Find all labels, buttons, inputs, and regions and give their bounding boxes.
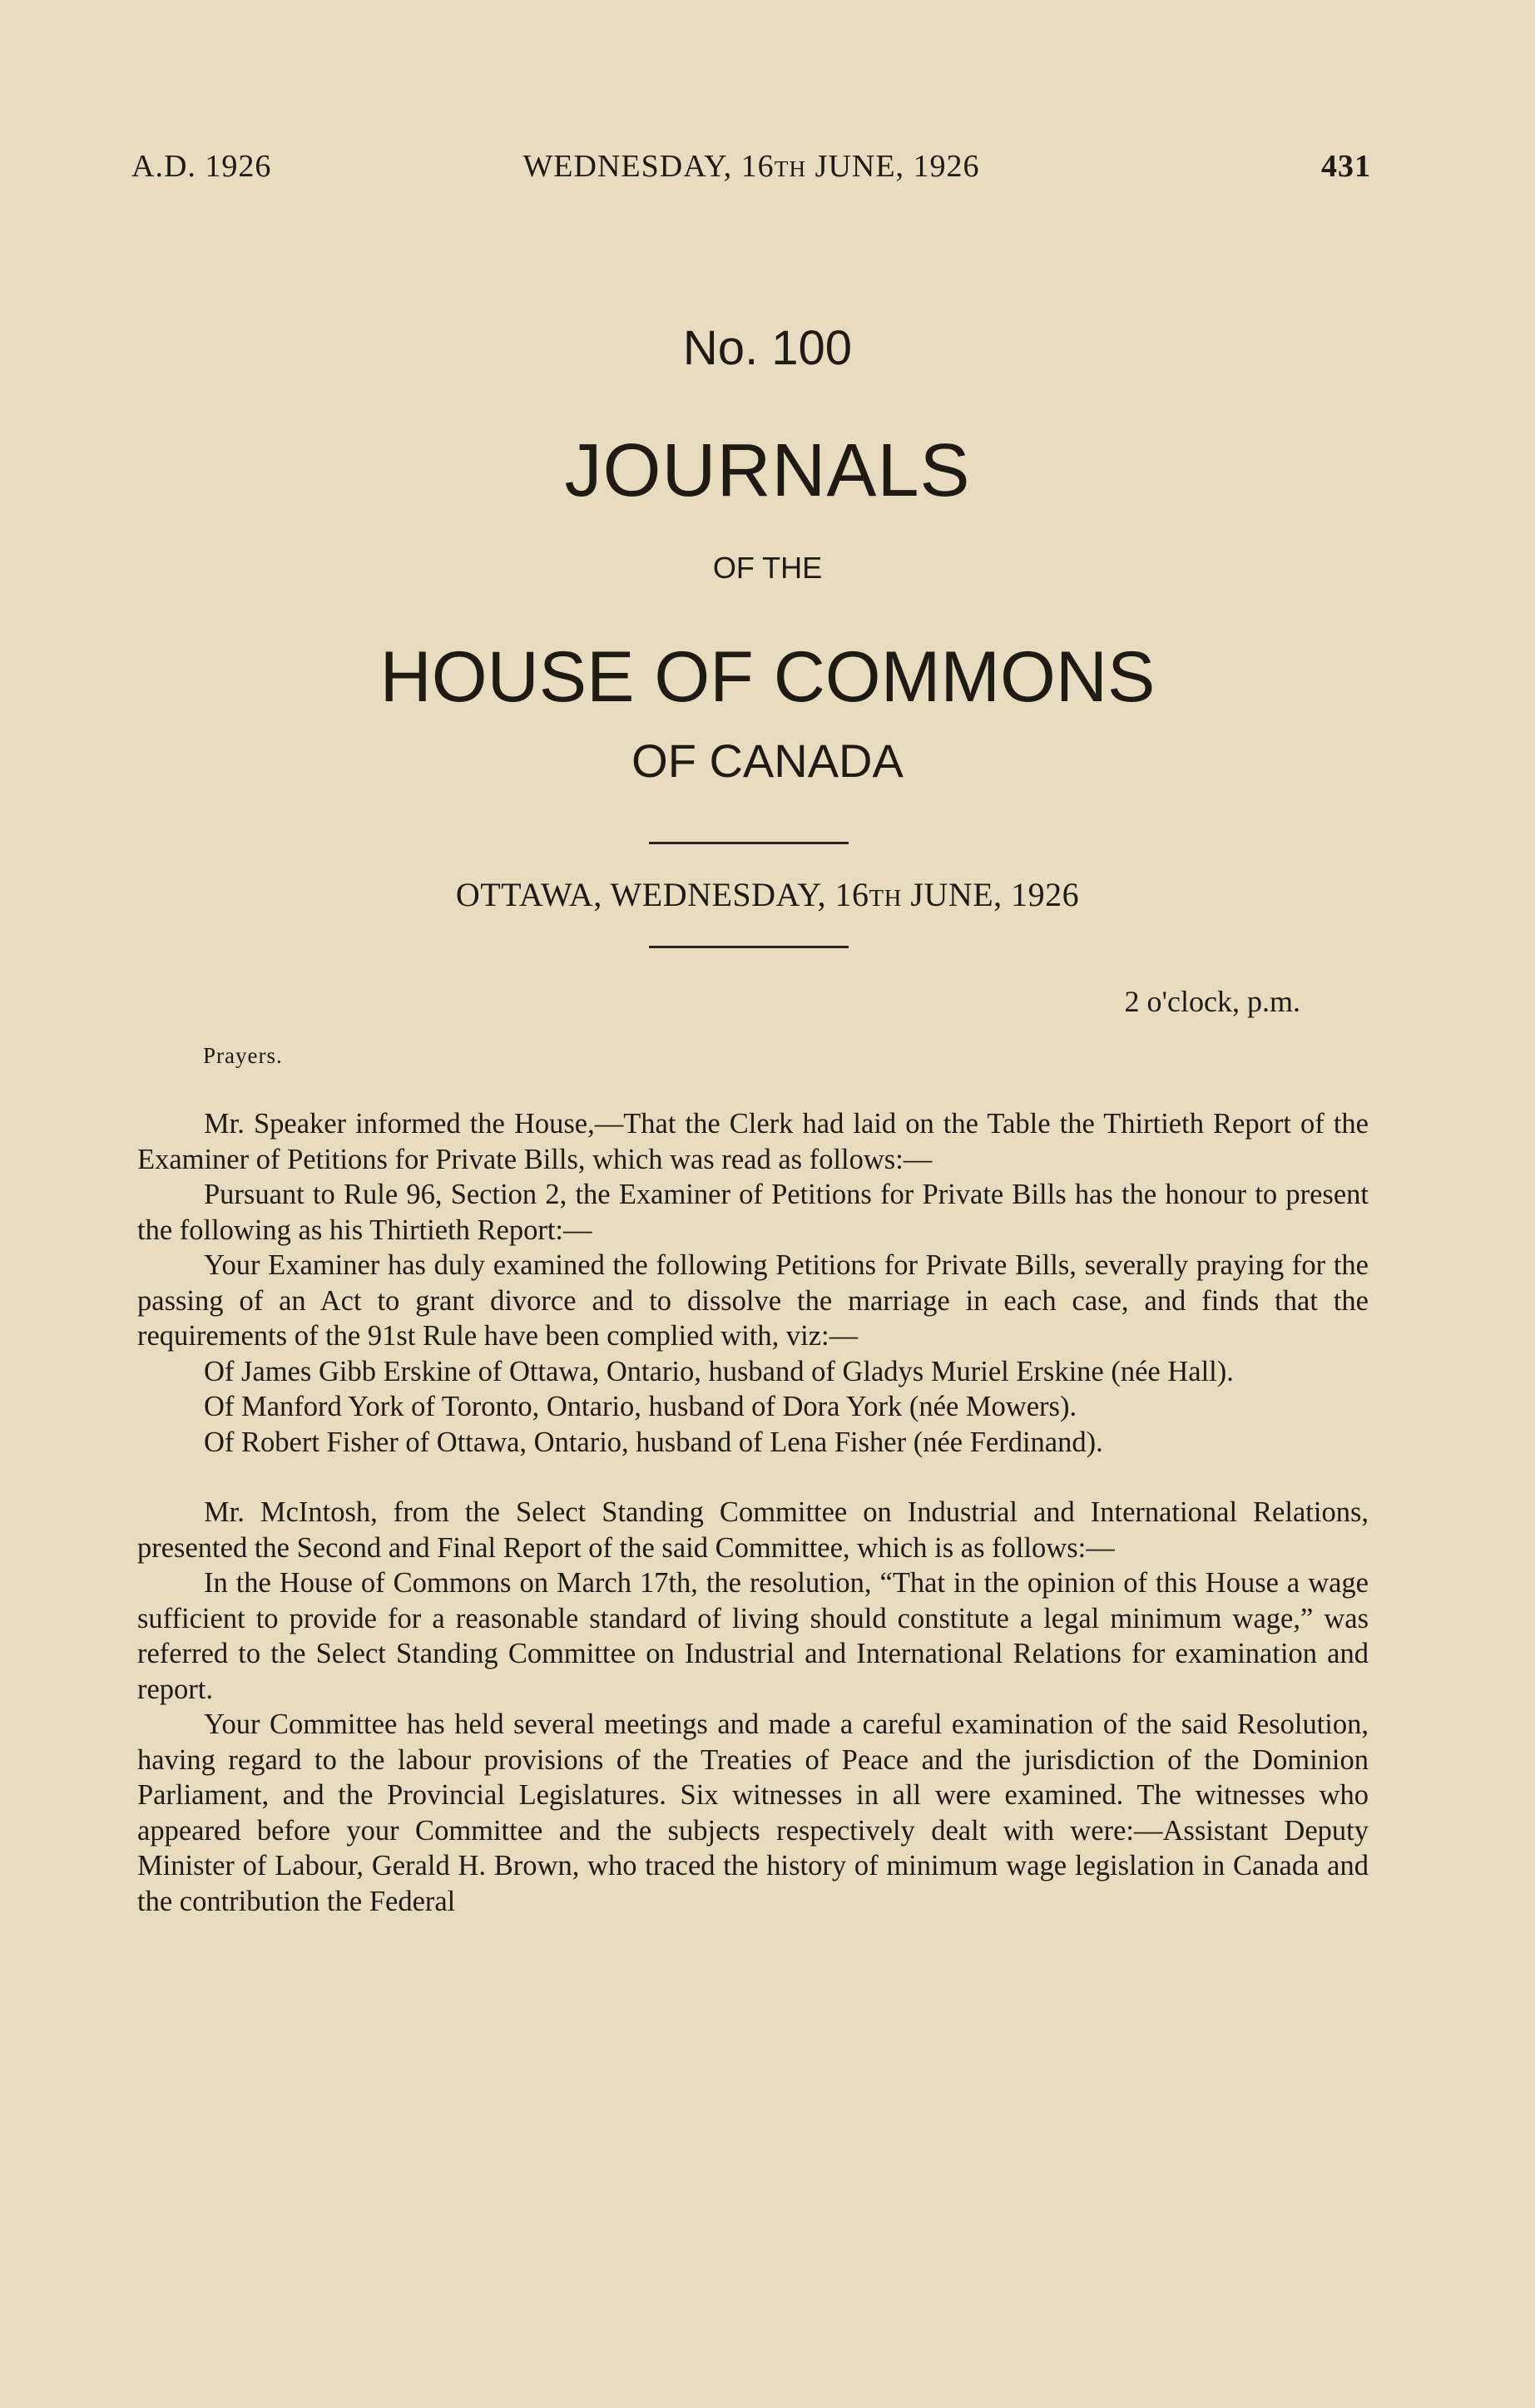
running-head-date: WEDNESDAY, 16TH JUNE, 1926 bbox=[522, 149, 980, 184]
paragraph: Your Committee has held several meetings and made a careful examination of the said Resolution, having regard to the labour provisions of the Treaties of Peace and the jurisdiction of the Dominion Parliament, and the Provincial Legislatures. Six witnesses in all were examined. The witnesses who appeared before your Committee and the subjects respectively dealt with were:—Assistant Deputy Minister of Labour, Gerald H. Brown, who traced the history of minimum wage legislation in Canada and the contribution the Federal bbox=[137, 1708, 1369, 1917]
divider-rule bbox=[649, 946, 849, 948]
paragraph: Of James Gibb Erskine of Ottawa, Ontario, husband of Gladys Muriel Erskine (née Hall). bbox=[204, 1355, 1234, 1387]
divider-rule bbox=[649, 842, 849, 844]
journals-heading: JOURNALS bbox=[564, 429, 971, 512]
prayers-heading: Prayers. bbox=[203, 1043, 283, 1068]
paragraph: Pursuant to Rule 96, Section 2, the Examiner of Petitions for Private Bills has the honour to present the following as his Thirtieth Report:— bbox=[137, 1179, 1369, 1246]
of-canada-heading: OF CANADA bbox=[631, 734, 904, 787]
page-number: 431 bbox=[1321, 149, 1371, 184]
paragraph: Your Examiner has duly examined the following Petitions for Private Bills, severally praying for the passing of an Act to grant divorce and to dissolve the marriage in each case, and finds that the requirements of the 91st Rule have been complied with, viz:— bbox=[137, 1249, 1369, 1352]
paragraph: In the House of Commons on March 17th, the resolution, “That in the opinion of this House a wage sufficient to provide for a reasonable standard of living should constitute a legal minimum wage,” was referred to the Select Standing Committee on Industrial and International Relations for examination and report. bbox=[137, 1567, 1369, 1705]
dateline: OTTAWA, WEDNESDAY, 16TH JUNE, 1926 bbox=[455, 876, 1080, 913]
house-of-commons-heading: HOUSE OF COMMONS bbox=[379, 637, 1156, 717]
issue-number: No. 100 bbox=[682, 321, 853, 375]
paragraph: Mr. McIntosh, from the Select Standing Committee on Industrial and International Relations, presented the Second and Final Report of the said Committee, which is as follows:— bbox=[137, 1496, 1369, 1564]
running-head bbox=[131, 148, 1371, 195]
paragraph: Of Manford York of Toronto, Ontario, husband of Dora York (née Mowers). bbox=[204, 1391, 1077, 1422]
sitting-time: 2 o'clock, p.m. bbox=[1124, 985, 1300, 1018]
paragraph: Of Robert Fisher of Ottawa, Ontario, husband of Lena Fisher (née Ferdinand). bbox=[204, 1426, 1103, 1458]
paragraph: Mr. Speaker informed the House,—That the Clerk had laid on the Table the Thirtieth Report of the Examiner of Petitions for Private Bills, which was read as follows:— bbox=[137, 1108, 1369, 1175]
body-text bbox=[137, 1106, 1369, 1919]
of-the-heading: OF THE bbox=[712, 551, 823, 585]
running-head-year: A.D. 1926 bbox=[131, 149, 272, 184]
